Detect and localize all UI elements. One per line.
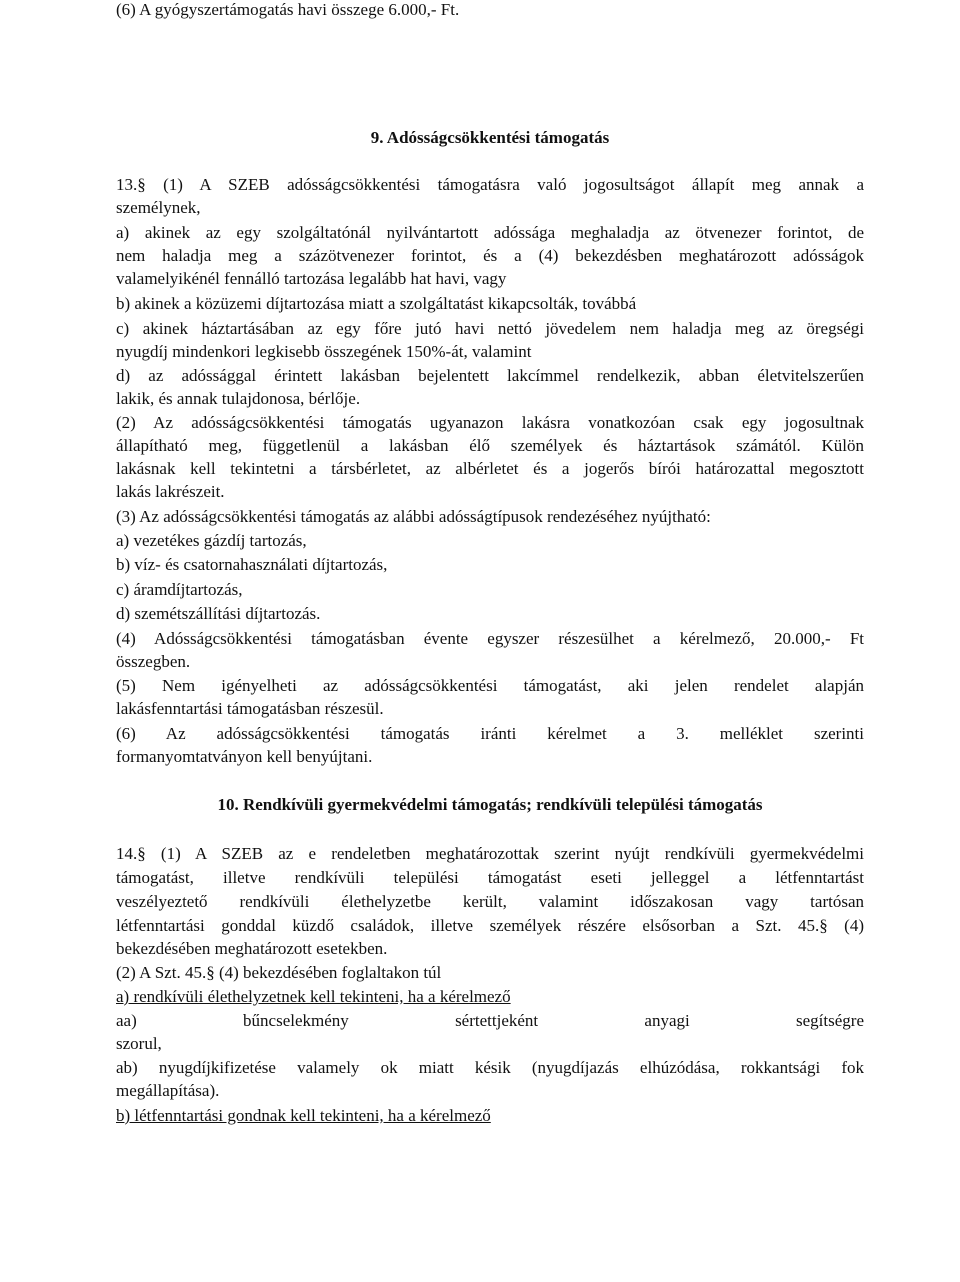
item-a-line: valamelyikénél fennálló tartozása legalább hat havi, vagy	[116, 269, 507, 288]
item-a-heading-text: a) rendkívüli élethelyzetnek kell tekinteni, ha a kérelmező	[116, 987, 511, 1006]
section-10-heading: 10. Rendkívüli gyermekvédelmi támogatás; rendkívüli települési támogatás	[217, 795, 763, 814]
paragraph-13-1-line: 13.§ (1) A SZEB adósságcsökkentési támogatásra való jogosultságot állapít meg annak a	[116, 175, 864, 194]
item-c-line: nyugdíj mindenkori legkisebb összegének 150%-át, valamint	[116, 342, 532, 361]
paragraph-13-6-line: (6) Az adósságcsökkentési támogatás iránti kérelmet a 3. melléklet szerinti	[116, 724, 864, 743]
debt-type-item: c) áramdíjtartozás,	[116, 580, 243, 599]
debt-type-item: a) vezetékes gázdíj tartozás,	[116, 531, 307, 550]
item-a-line: nem haladja meg a százötvenezer forintot, és a (4) bekezdésben meghatározott adósságok	[116, 246, 864, 265]
item-d-line: lakik, és annak tulajdonosa, bérlője.	[116, 389, 361, 408]
item-b-heading-text: b) létfenntartási gondnak kell tekinteni, ha a kérelmező	[116, 1106, 491, 1125]
paragraph-13-3-line: (3) Az adósságcsökkentési támogatás az alábbi adósságtípusok rendezéséhez nyújtható:	[116, 507, 711, 526]
item-aa-line: szorul,	[116, 1034, 162, 1053]
item-ab-line: ab) nyugdíjkifizetése valamely ok miatt késik (nyugdíjazás elhúzódása, rokkantsági fok	[116, 1058, 864, 1077]
debt-type-item: b) víz- és csatornahasználati díjtartozás,	[116, 555, 388, 574]
item-c-line: c) akinek háztartásában az egy főre jutó havi nettó jövedelem nem haladja meg az öregségi	[116, 319, 864, 338]
section-9-heading: 9. Adósságcsökkentési támogatás	[370, 128, 610, 147]
paragraph-13-2-line: (2) Az adósságcsökkentési támogatás ugyanazon lakásra vonatkozóan csak egy jogosultnak	[116, 413, 864, 432]
paragraph-14-1-line: 14.§ (1) A SZEB az e rendeletben meghatározottak szerint nyújt rendkívüli gyermekvédelmi	[116, 844, 864, 863]
paragraph-14-1-line: veszélyeztető rendkívüli élethelyzetbe került, valamint időszakosan vagy tartósan	[116, 892, 864, 911]
item-b-heading	[116, 1104, 864, 1127]
paragraph-13-1-line: személynek,	[116, 198, 201, 217]
item-a-line: a) akinek az egy szolgáltatónál nyilvántartott adóssága meghaladja az ötvenezer forintot, de	[116, 223, 864, 242]
paragraph-13-2-line: állapítható meg, függetlenül a lakásban élő személyek és háztartások számától. Külön	[116, 436, 864, 455]
paragraph-13-5-line: (5) Nem igényelheti az adósságcsökkentési támogatást, aki jelen rendelet alapján	[116, 676, 864, 695]
paragraph-13-2-line: lakás lakrészeit.	[116, 482, 225, 501]
paragraph-14-1-line: bekezdésében meghatározott esetekben.	[116, 939, 388, 958]
paragraph-14-1-line: létfenntartási gonddal küzdő családok, illetve személyek részére elsősorban a Szt. 45.§ (4)	[116, 916, 864, 935]
item-b-line: b) akinek a közüzemi díjtartozása miatt a szolgáltatást kikapcsolták, továbbá	[116, 294, 637, 313]
paragraph-14-2-line: (2) A Szt. 45.§ (4) bekezdésében foglaltakon túl	[116, 963, 442, 982]
item-ab-line: megállapítása).	[116, 1081, 220, 1100]
paragraph-13-6-line: formanyomtatványon kell benyújtani.	[116, 747, 373, 766]
gyogyszer-paragraph-6: (6) A gyógyszertámogatás havi összege 6.000,- Ft.	[116, 0, 460, 19]
debt-type-item: d) szemétszállítási díjtartozás.	[116, 604, 321, 623]
paragraph-13-5-line: lakásfenntartási támogatásban részesül.	[116, 699, 384, 718]
paragraph-14-1-line: támogatást, illetve rendkívüli települési támogatást eseti jelleggel a létfenntartást	[116, 868, 864, 887]
item-d-line: d) az adóssággal érintett lakásban bejelentett lakcímmel rendelkezik, abban életvitelszerűen	[116, 366, 864, 385]
paragraph-13-2-line: lakásnak kell tekintetni a társbérletet, az albérletet és a jogerős bírói határozattal megosztott	[116, 459, 864, 478]
item-a-heading	[116, 985, 864, 1008]
item-aa-line: aa) bűncselekmény sértettjeként anyagi segítségre	[116, 1011, 864, 1030]
paragraph-13-4-line: összegben.	[116, 652, 191, 671]
paragraph-13-4-line: (4) Adósságcsökkentési támogatásban évente egyszer részesülhet a kérelmező, 20.000,- Ft	[116, 629, 864, 648]
